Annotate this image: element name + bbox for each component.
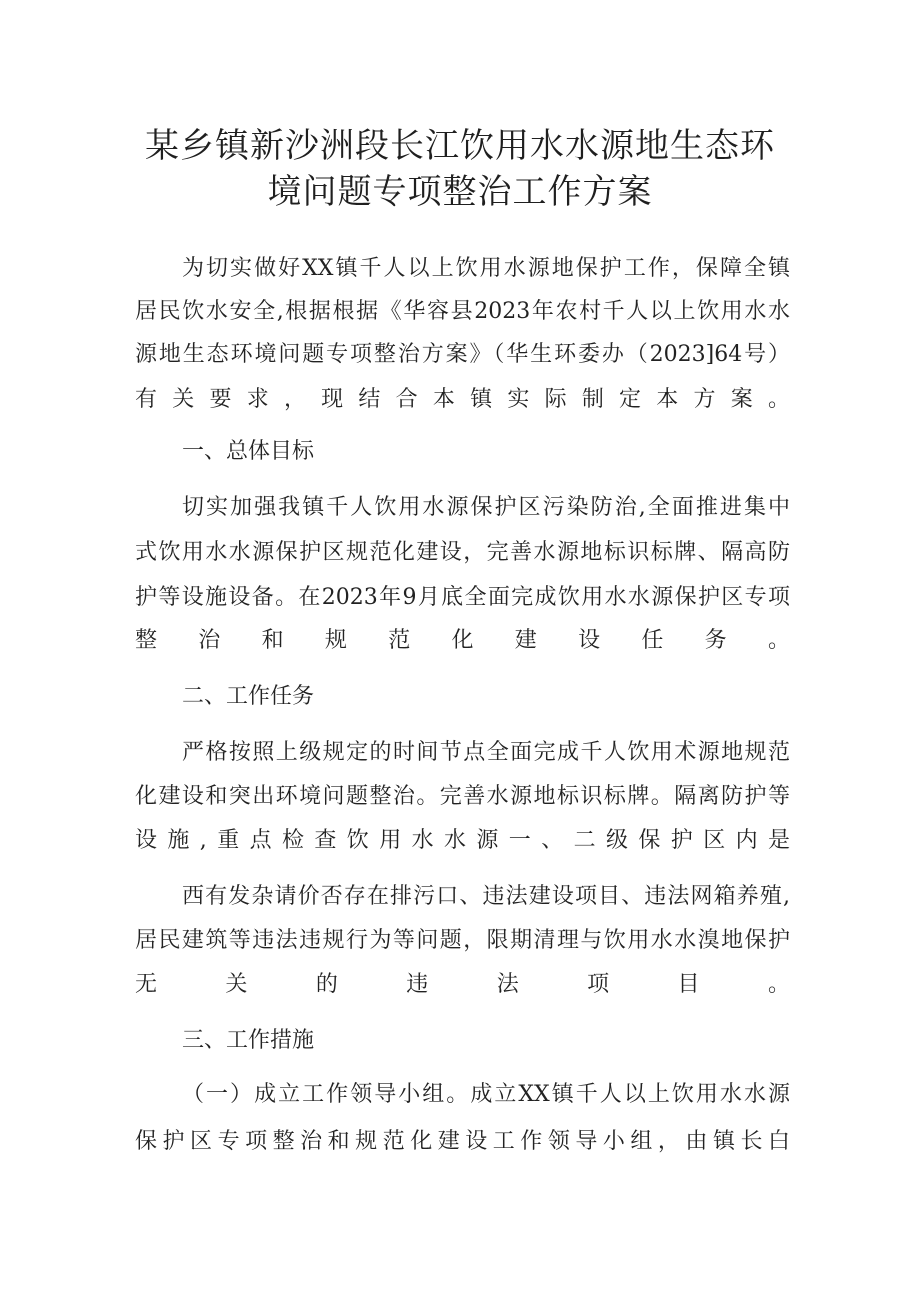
paragraph-measures-line-2: 保护区专项整治和规范化建设工作领导小组，由镇长白 <box>135 1129 790 1154</box>
paragraph-tasks-line-2: 化建设和突出环境问题整治。完善水源地标识标牌。隔离防护等 <box>135 784 790 809</box>
paragraph-violations-line-2: 居民建筑等违法违规行为等问题，限期清理与饮用水水溴地保护 <box>135 928 790 953</box>
document-title-line-1: 某乡镇新沙洲段长江饮用水水源地生态环 <box>145 126 775 166</box>
paragraph-goals-line-3: 护等设施设备。在2023年9月底全面完成饮用水水源保护区专项 <box>135 585 790 610</box>
paragraph-intro-line-3: 源地生态环境问题专项整治方案》（华生环委办（2023]64号） <box>135 342 790 367</box>
paragraph-intro-line-1: 为切实做好XX镇千人以上饮用水源地保护工作，保障全镇 <box>182 256 790 281</box>
document-title-line-2: 境问题专项整治工作方案 <box>267 172 653 212</box>
section-heading-1: 一、总体目标 <box>182 439 315 464</box>
paragraph-goals-line-2: 式饮用水水源保护区规范化建设，完善水源地标识标牌、隔高防 <box>135 540 790 565</box>
section-heading-2: 二、工作任务 <box>182 684 315 709</box>
paragraph-goals-line-4: 整治和规范化建设任务。 <box>135 628 790 653</box>
paragraph-violations-line-3: 无关的违法项目。 <box>135 972 790 997</box>
section-heading-3: 三、工作措施 <box>182 1028 315 1053</box>
paragraph-intro-line-2: 居民饮水安全,根据根据《华容县2023年农村千人以上饮用水水 <box>135 299 790 324</box>
paragraph-measures-line-1: （一）成立工作领导小组。成立XX镇千人以上饮用水水源 <box>182 1082 790 1107</box>
paragraph-violations-line-1: 西有发杂请价否存在排污口、违法建设项目、违法网箱养殖, <box>182 884 790 909</box>
paragraph-goals-line-1: 切实加强我镇千人饮用水源保护区污染防治,全面推进集中 <box>182 495 790 520</box>
paragraph-tasks-line-1: 严格按照上级规定的时间节点全面完成千人饮用术源地规范 <box>182 740 790 765</box>
paragraph-intro-line-4: 有关要求，现结合本镇实际制定本方案。 <box>135 387 790 412</box>
paragraph-tasks-line-3: 设施,重点检查饮用水水源一、二级保护区内是 <box>135 828 790 853</box>
